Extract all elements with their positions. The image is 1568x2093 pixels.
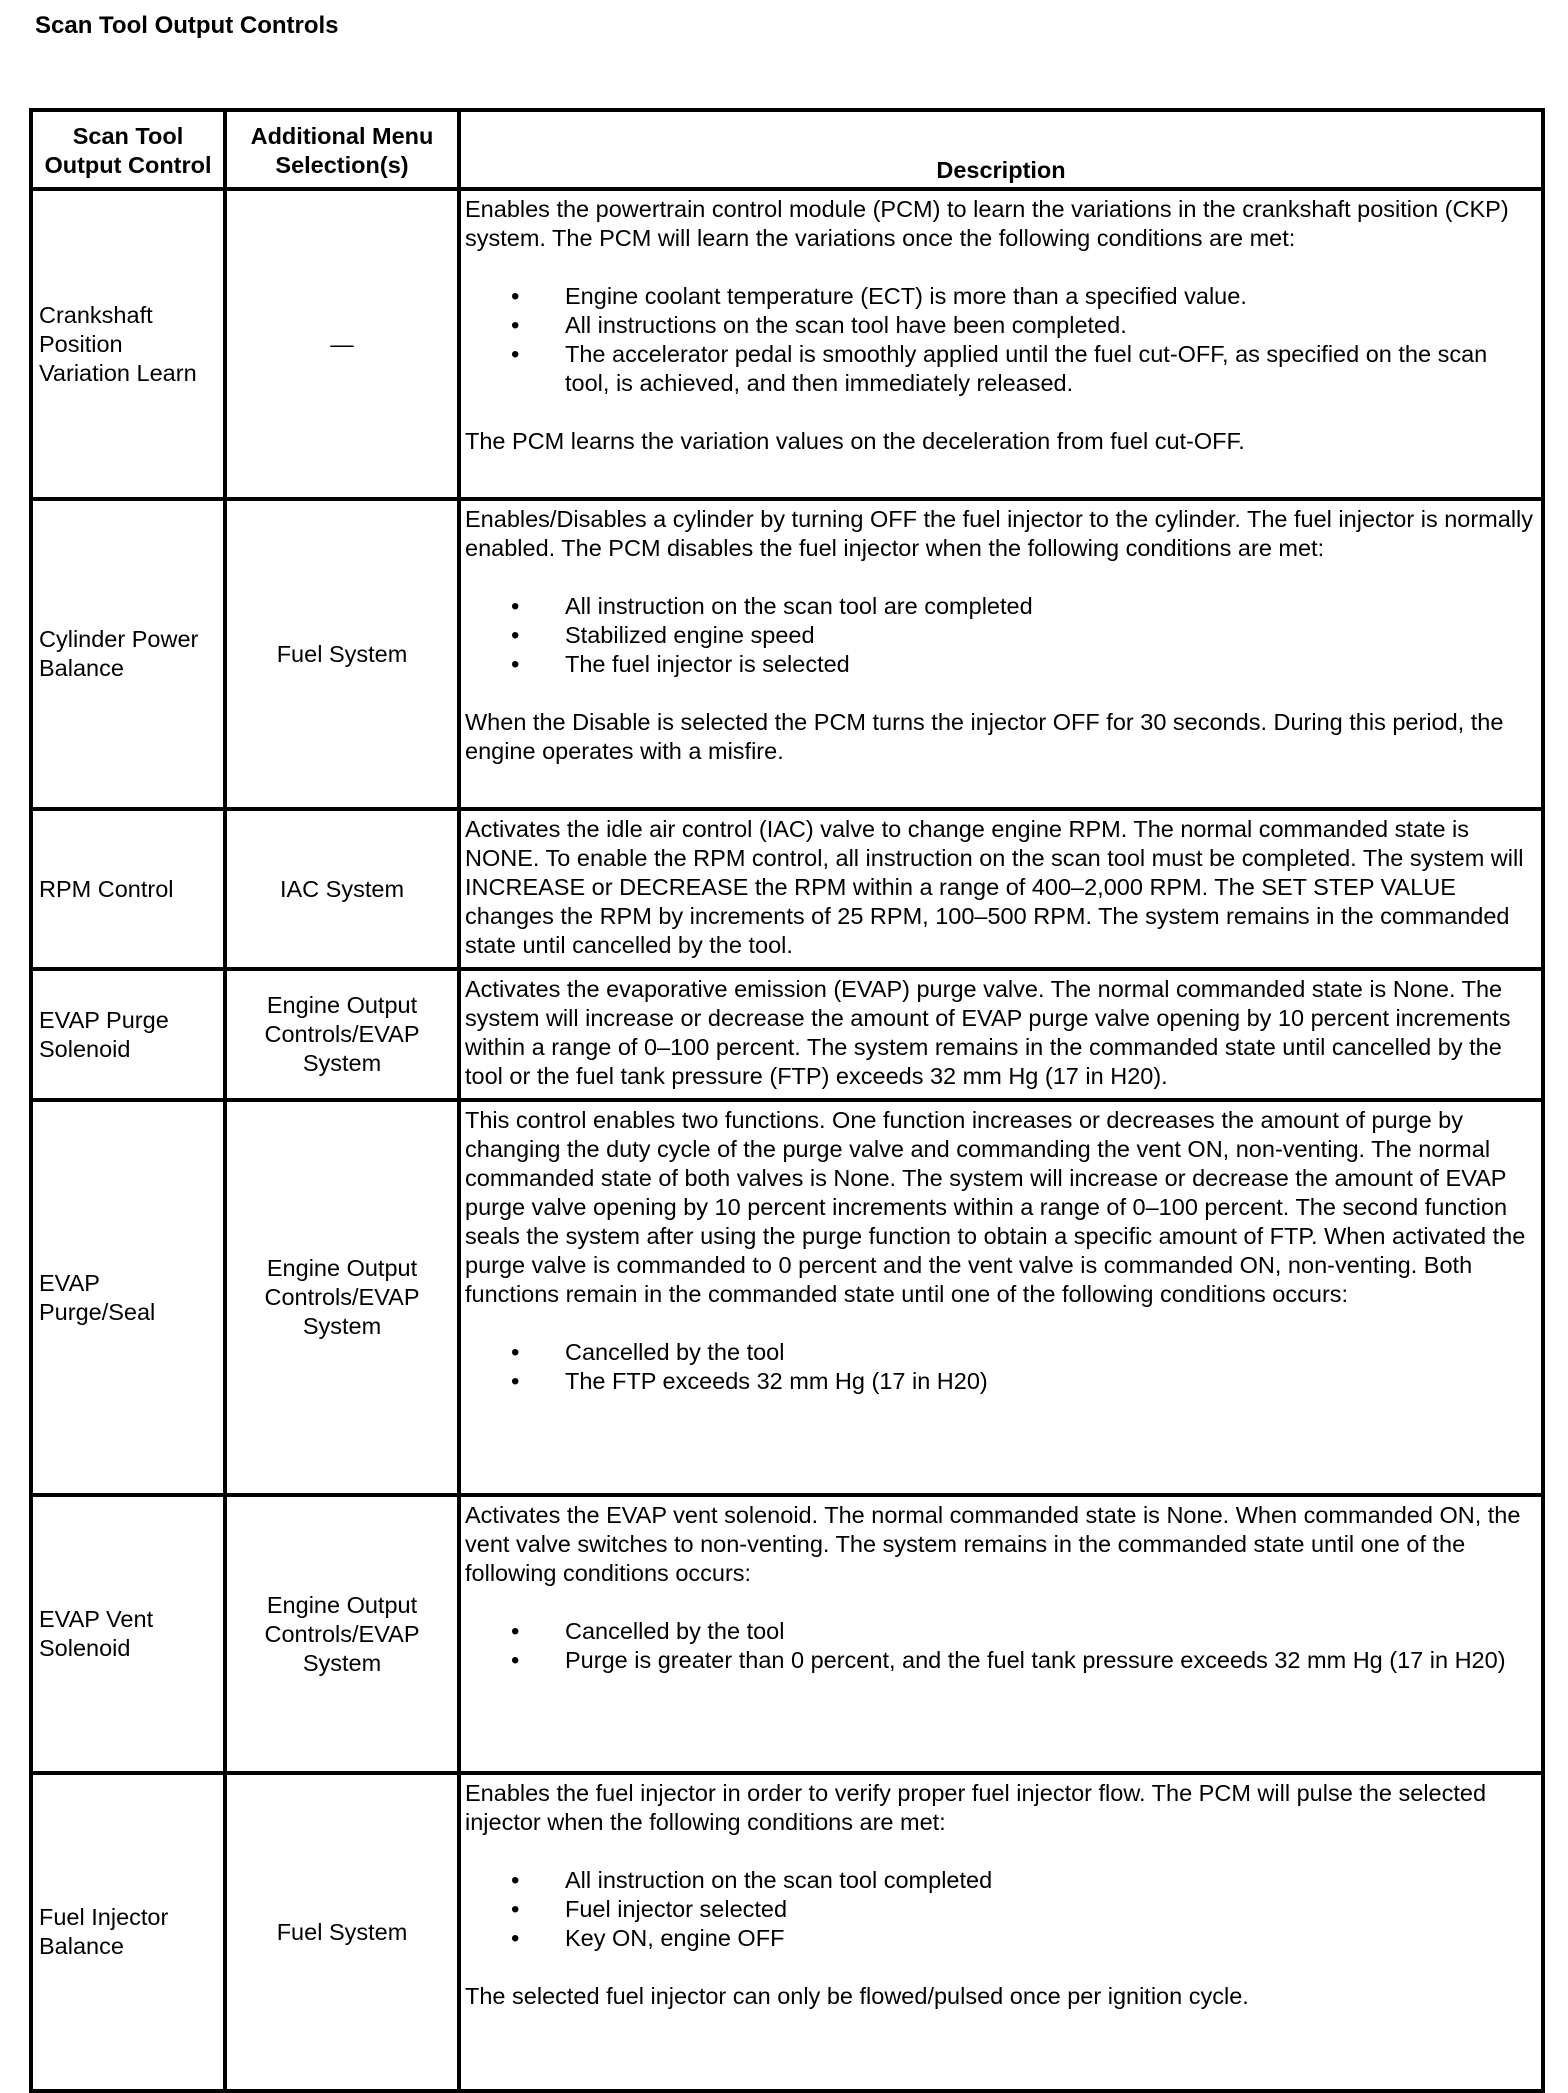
header-menu-selections-line: Selection(s) [275, 152, 409, 178]
condition-item: • All instructions on the scan tool have been completed. [465, 311, 1537, 340]
description-intro: Activates the evaporative emission (EVAP) purge valve. The normal commanded state is None. The system will increase or decrease the amount of EVAP purge valve opening by 10 percent increments within a range of 0–100 percent. The system remains in the commanded state until cancelled by the tool or the fuel tank pressure (FTP) exceeds 32 mm Hg (17 in H20). [465, 976, 1511, 1089]
page-title: Scan Tool Output Controls [35, 12, 339, 39]
menu-selection-text: System [302, 1313, 382, 1339]
menu-selection-cell [225, 189, 459, 499]
output-control-cell [31, 189, 225, 499]
condition-item: • Fuel injector selected [465, 1895, 1537, 1924]
menu-selection-text: Fuel System [276, 1918, 408, 1945]
output-control-cell [31, 1495, 225, 1773]
menu-selection-text: Engine Output [266, 1255, 418, 1281]
condition-item: • Purge is greater than 0 percent, and the fuel tank pressure exceeds 32 mm Hg (17 in H20) [465, 1646, 1537, 1675]
description-intro: Enables the powertrain control module (PCM) to learn the variations in the crankshaft position (CKP) system. The PCM will learn the variations once the following conditions are met: [465, 196, 1509, 251]
menu-selection-text: System [302, 1649, 382, 1676]
header-output-control [31, 110, 225, 189]
condition-item: • Stabilized engine speed [465, 621, 1537, 650]
menu-selection-cell [225, 809, 459, 969]
table-row [31, 969, 1543, 1100]
menu-selection-cell [225, 969, 459, 1100]
condition-item: • Key ON, engine OFF [465, 1924, 1537, 1953]
output-control-name: Solenoid [39, 1035, 131, 1062]
table-header-row [31, 110, 1543, 189]
description-outro: When the Disable is selected the PCM turns the injector OFF for 30 seconds. During this period, the engine operates with a misfire. [465, 709, 1504, 764]
table-row [31, 809, 1543, 969]
description-outro: The PCM learns the variation values on the deceleration from fuel cut-OFF. [465, 428, 1245, 454]
condition-item: • Engine coolant temperature (ECT) is more than a specified value. [465, 282, 1537, 311]
menu-selection-cell [225, 1495, 459, 1773]
output-control-cell [31, 499, 225, 809]
menu-selection-cell [225, 499, 459, 809]
table-row [31, 1100, 1543, 1495]
condition-item: • Cancelled by the tool [465, 1338, 1537, 1367]
menu-selection-text: Fuel System [276, 640, 408, 667]
description-cell [459, 1495, 1543, 1773]
output-control-name: Crankshaft [39, 301, 153, 328]
menu-selection-text: Controls/EVAP [264, 1284, 420, 1310]
condition-list [465, 1338, 1537, 1396]
condition-item: • All instruction on the scan tool are completed [465, 592, 1537, 621]
description-cell [459, 499, 1543, 809]
menu-selection-text: — [330, 330, 354, 357]
output-control-name: EVAP Vent [39, 1606, 154, 1632]
output-control-name: Position [39, 330, 123, 357]
output-control-cell [31, 969, 225, 1100]
output-control-name: EVAP Purge [39, 1006, 169, 1033]
description-cell [459, 969, 1543, 1100]
condition-item: • Cancelled by the tool [465, 1617, 1537, 1646]
description-intro: Enables the fuel injector in order to verify proper fuel injector flow. The PCM will pulse the selected injector when the following conditions are met: [465, 1780, 1487, 1835]
condition-item: • The fuel injector is selected [465, 650, 1537, 679]
description-intro: This control enables two functions. One function increases or decreases the amount of purge by changing the duty cycle of the purge valve and commanding the vent ON, non-venting. The normal commanded state of both valves is None. The system will increase or decrease the amount of EVAP purge valve opening by 10 percent increments within a range of 0–100 percent. The second function seals the system after using the purge function to obtain a specific amount of FTP. When activated the purge valve is commanded to 0 percent and the vent valve is commanded ON, non-venting. Both functions remain in the commanded state until one of the following conditions occurs: [465, 1107, 1526, 1307]
description-outro: The selected fuel injector can only be flowed/pulsed once per ignition cycle. [465, 1983, 1249, 2009]
menu-selection-text: Controls/EVAP [264, 1620, 420, 1647]
header-output-control-line: Output Control [44, 152, 212, 178]
condition-list [465, 282, 1537, 398]
output-control-name: Solenoid [39, 1635, 131, 1661]
menu-selection-text: Engine Output [266, 992, 418, 1018]
menu-selection-cell [225, 1100, 459, 1495]
header-menu-selections [225, 110, 459, 189]
table-row [31, 189, 1543, 499]
description-cell [459, 189, 1543, 499]
output-control-name: Balance [39, 1933, 124, 1959]
menu-selection-text: IAC System [279, 875, 405, 902]
description-intro: Activates the idle air control (IAC) valve to change engine RPM. The normal commanded state is NONE. To enable the RPM control, all instruction on the scan tool must be completed. The system will INCREASE or DECREASE the RPM within a range of 400–2,000 RPM. The SET STEP VALUE changes the RPM by increments of 25 RPM, 100–500 RPM. The system remains in the commanded state until cancelled by the tool. [465, 816, 1524, 958]
output-control-name: Variation Learn [39, 359, 197, 386]
output-control-cell [31, 809, 225, 969]
output-control-cell [31, 1100, 225, 1495]
output-control-name: Purge/Seal [39, 1298, 156, 1325]
table-row [31, 499, 1543, 809]
description-intro: Enables/Disables a cylinder by turning OFF the fuel injector to the cylinder. The fuel injector is normally enabled. The PCM disables the fuel injector when the following conditions are met: [465, 506, 1534, 561]
condition-list [465, 592, 1537, 679]
output-controls-table [29, 108, 1545, 2093]
output-control-name: Fuel Injector [39, 1904, 169, 1930]
table-body [31, 189, 1543, 2091]
table-row [31, 1495, 1543, 1773]
header-menu-selections-line: Additional Menu [250, 123, 434, 149]
output-control-name: EVAP [39, 1269, 100, 1296]
description-cell [459, 809, 1543, 969]
description-cell [459, 1100, 1543, 1495]
menu-selection-text: Controls/EVAP [264, 1021, 420, 1047]
description-cell [459, 1773, 1543, 2091]
condition-list [465, 1866, 1537, 1953]
output-control-name: RPM Control [39, 875, 174, 902]
description-intro: Activates the EVAP vent solenoid. The normal commanded state is None. When commanded ON, the vent valve switches to non-venting. The system remains in the commanded state until one of the following conditions occurs: [465, 1502, 1521, 1586]
condition-item: • The FTP exceeds 32 mm Hg (17 in H20) [465, 1367, 1537, 1396]
menu-selection-text: System [302, 1050, 382, 1076]
condition-item: • All instruction on the scan tool completed [465, 1866, 1537, 1895]
menu-selection-cell [225, 1773, 459, 2091]
header-output-control-line: Scan Tool [72, 123, 184, 149]
output-control-name: Balance [39, 655, 124, 681]
header-description: Description [459, 110, 1543, 189]
menu-selection-text: Engine Output [266, 1591, 418, 1618]
output-control-name: Cylinder Power [39, 626, 199, 652]
condition-list [465, 1617, 1537, 1675]
condition-item: • The accelerator pedal is smoothly applied until the fuel cut-OFF, as specified on the scan tool, is achieved, and then immediately released. [465, 340, 1537, 398]
output-control-cell [31, 1773, 225, 2091]
table-row [31, 1773, 1543, 2091]
